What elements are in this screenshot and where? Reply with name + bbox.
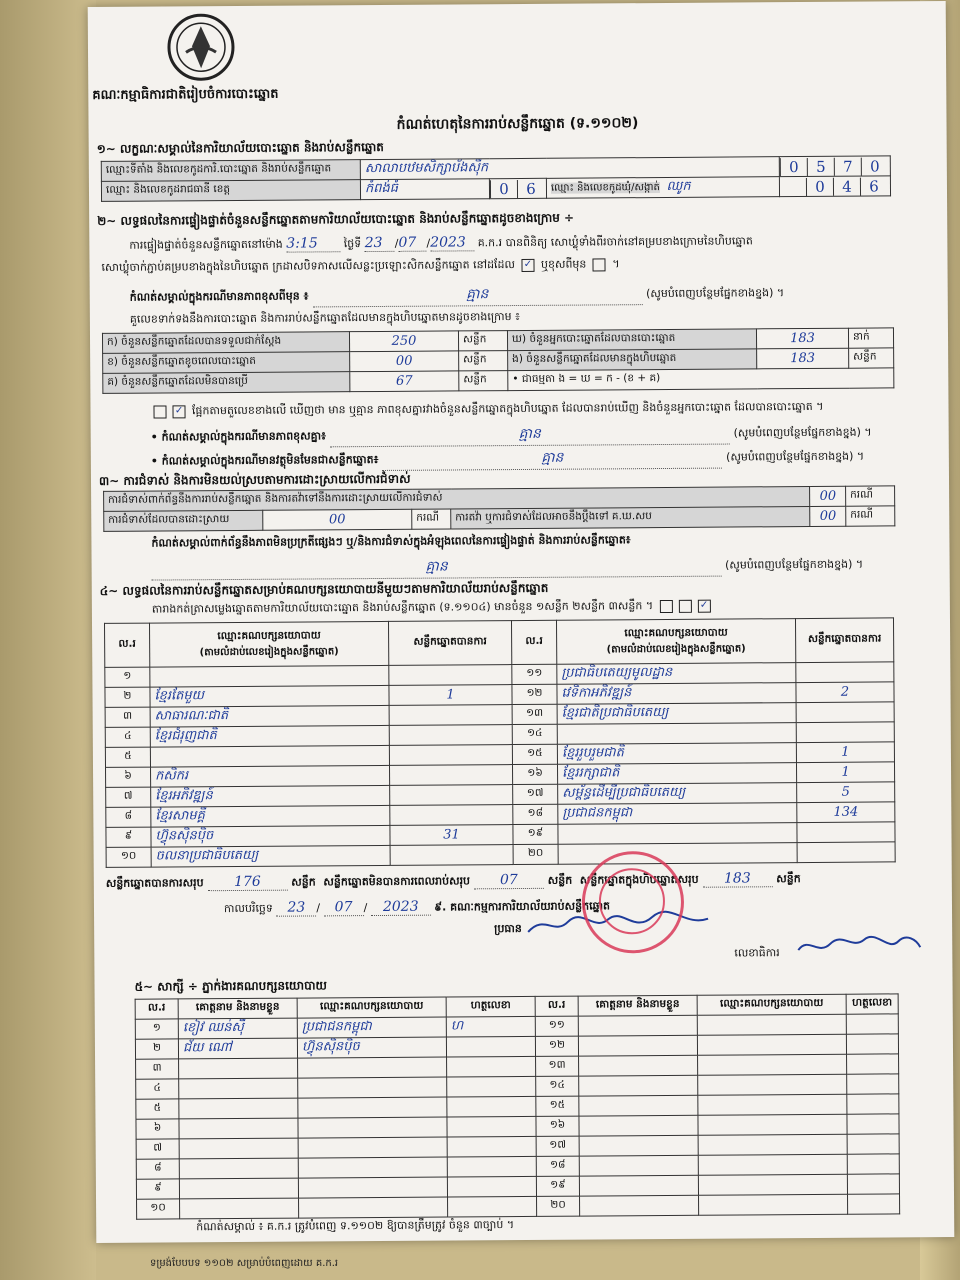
results-row-party bbox=[150, 665, 389, 687]
appeal-unit: ករណី bbox=[846, 506, 895, 526]
results-row-party: សម្ព័ន្ធដើម្បីប្រជាធិបតេយ្យ bbox=[558, 783, 797, 805]
voters-label: ឃ) ចំនួនអ្នកបោះឆ្នោតដែលបានបោះឆ្នោត bbox=[507, 329, 756, 351]
changed-label: ឬខុសពីមុន bbox=[540, 257, 587, 271]
date-day: 23 bbox=[276, 899, 316, 916]
witness-row-name: ជ័យ ណៅ bbox=[178, 1038, 297, 1059]
results-row-no: ៧ bbox=[106, 787, 151, 807]
witness-col-party: ឈ្មោះគណបក្សនយោបាយ bbox=[697, 994, 846, 1015]
section1-heading: ១~ លក្ខណៈសម្គាល់នៃការិយាល័យបោះឆ្នោត និងរាប់សន្លឹកឆ្នោត bbox=[96, 139, 384, 156]
results-row-no: ១៨ bbox=[513, 804, 558, 824]
two-sheet-checkbox[interactable] bbox=[679, 599, 692, 612]
witness-row-no: ១៨ bbox=[536, 1156, 579, 1176]
station-code-digit: 0 bbox=[861, 157, 888, 175]
witness-row-sign bbox=[847, 1074, 899, 1094]
org-name: គណៈកម្មាធិការជាតិរៀបចំការបោះឆ្នោត bbox=[92, 86, 279, 103]
witness-row-no: ១៧ bbox=[536, 1136, 579, 1156]
witness-row-sign bbox=[847, 1054, 899, 1074]
seal-note-label: កំណត់សម្គាល់ក្នុងករណីមានភាពខុសពីមុន ៖ bbox=[129, 289, 309, 304]
results-row-votes bbox=[796, 702, 894, 723]
commune-code-digit: 6 bbox=[860, 177, 887, 195]
tally-sheet-text: តារាងកត់ត្រាសម្លេងឆ្នោតតាមការិយាល័យបោះឆ្នោត និងរាប់សន្លឹកឆ្នោត (ទ.១១០៤) មានចំនួន ១សន្លឹក ២សន្លឹក ៣សន្លឹក ។ bbox=[151, 599, 654, 616]
witness-row-no: ១ bbox=[135, 1019, 178, 1039]
section3-heading: ៣~ ការជំទាស់ និងការមិនយល់ស្របតាមការដោះស្រាយលើការជំទាស់ bbox=[98, 471, 411, 488]
total-invalid-label: សន្លឹកឆ្នោតមិនបានការពេលរាប់សរុប bbox=[323, 874, 471, 889]
witness-row-party bbox=[698, 1174, 847, 1195]
seal-line: សោឃ្លុំចាក់ភ្ជាប់គម្របខាងក្នុងនៃហិបឆ្នោត ក្រដាសបិទភាសលើសន្លះប្រឡោះសិកសន្លឹកឆ្នោត នៅដដែល ✓ ឬខុសពីមុន ។ bbox=[101, 257, 620, 274]
seal-note-hint: (សូមបំពេញបន្ថែមផ្នែកខាងខ្នង) ។ bbox=[646, 286, 785, 301]
results-row-no: ១ bbox=[105, 667, 150, 687]
results-row-party: ខ្មែរជំរុញជាតិ bbox=[150, 725, 389, 747]
secretary-signature bbox=[794, 929, 924, 960]
witness-row-sign bbox=[447, 1116, 536, 1137]
witness-row-sign bbox=[848, 1194, 900, 1214]
witness-row-party: ប្រជាជនកម្ពុជា bbox=[297, 1017, 446, 1038]
witness-row-sign bbox=[847, 1154, 899, 1174]
total-box-value: 183 bbox=[702, 870, 772, 887]
witness-row-no: ៧ bbox=[136, 1139, 179, 1159]
results-row-votes bbox=[390, 785, 513, 806]
form-paper bbox=[88, 1, 955, 1243]
appeal-label: ការតវ៉ា ឬការជំទាស់ដែលអាចនឹងប្តឹងទៅ គ.ឃ.សប bbox=[451, 506, 811, 529]
witness-row-name bbox=[579, 1095, 698, 1116]
station-name: សាលាបឋមសិក្សាប័ងស៊ីក bbox=[360, 157, 779, 180]
witness-col-sign: ហត្ថលេខា bbox=[446, 996, 535, 1017]
section5-heading: ៥~ សាក្សី ÷ ភ្នាក់ងារគណបក្សនយោបាយ bbox=[134, 978, 328, 994]
results-row-votes: 5 bbox=[797, 782, 895, 803]
resolved-value: 00 bbox=[263, 509, 412, 530]
witness-row-name bbox=[180, 1198, 299, 1219]
witness-row-party bbox=[698, 1114, 847, 1135]
witness-row-no: ៣ bbox=[136, 1059, 179, 1079]
verification-day: 23 bbox=[365, 235, 395, 252]
results-col-votes: សន្លឹកឆ្នោតបានការ bbox=[795, 618, 893, 663]
one-sheet-checkbox[interactable] bbox=[660, 599, 673, 612]
commune-cell bbox=[546, 177, 779, 199]
difference-note-line bbox=[151, 422, 872, 449]
witness-row-name bbox=[580, 1195, 699, 1216]
results-row-party bbox=[150, 745, 389, 767]
results-row-party: ខ្មែរតែមួយ bbox=[150, 685, 389, 707]
results-row-no: ៨ bbox=[106, 807, 151, 827]
witness-row-party: ហ៊្វុនស៊ិនប៉ិច bbox=[297, 1037, 446, 1058]
tally-sheet-line bbox=[152, 599, 714, 619]
total-invalid-unit: សន្លឹក bbox=[547, 873, 573, 887]
footnote: កំណត់សម្គាល់ ៖ គ.ក.រ ត្រូវបំពេញ ទ.១១០២ ឱ្យបានត្រឹមត្រូវ ចំនួន ៣ច្បាប់ ។ bbox=[196, 1218, 515, 1234]
verification-year: 2023 bbox=[430, 234, 474, 251]
witness-row-sign bbox=[447, 1136, 536, 1157]
complaints-label: ការជំទាស់ពាក់ព័ន្ធនឹងការរាប់សន្លឹកឆ្នោត និងការតវ៉ាទៅនឹងការដោះស្រាយលើការជំទាស់ bbox=[104, 486, 811, 511]
witness-row-party bbox=[697, 1034, 846, 1055]
results-col-no: ល.រ bbox=[511, 620, 556, 664]
results-row-votes: 31 bbox=[390, 825, 513, 846]
figures-table bbox=[102, 327, 894, 394]
witness-row-no: ៩ bbox=[136, 1179, 179, 1199]
appeal-value: 00 bbox=[810, 506, 846, 526]
section2-heading: ២~ លទ្ធផលនៃការផ្ទៀងផ្ទាត់ចំនួនសន្លឹកឆ្នោតតាមការិយាល័យបោះឆ្នោត និងរាប់សន្លឹកឆ្នោតដូចខាងក្រោម ÷ bbox=[97, 210, 575, 228]
spoiled-label: ខ) ចំនួនសន្លឹកឆ្នោតខូចពេលបោះឆ្នោត bbox=[103, 352, 350, 374]
irregularity-note-hint: (សូមបំពេញបន្ថែមផ្នែកខាងខ្នង) ។ bbox=[725, 557, 864, 572]
document-title: កំណត់ហេតុនៃការរាប់សន្លឹកឆ្នោត (ទ.១១០២) bbox=[396, 115, 639, 133]
date-month: 07 bbox=[324, 899, 364, 916]
in-box-value: 183 bbox=[757, 348, 849, 369]
witness-row-sign bbox=[846, 1014, 898, 1034]
date-year: 2023 bbox=[371, 899, 431, 916]
results-col-party-title: ឈ្មោះគណបក្សនយោបាយ bbox=[624, 626, 728, 639]
results-col-party bbox=[149, 621, 388, 667]
complaints-value: 00 bbox=[810, 486, 846, 506]
witness-row-sign bbox=[447, 1176, 536, 1197]
three-sheet-checkbox[interactable]: ✓ bbox=[698, 599, 711, 612]
official-stamp-inner bbox=[599, 868, 665, 934]
date-line: កាលបរិច្ឆេទ 23 / 07 / 2023 ៩. គណៈកម្មការការិយាល័យរាប់សន្លឹកឆ្នោត bbox=[223, 898, 611, 916]
results-row-no: ៩ bbox=[106, 827, 151, 847]
results-col-votes: សន្លឹកឆ្នោតបានការ bbox=[388, 621, 511, 666]
figures-row bbox=[103, 368, 894, 394]
results-row-no: ៥ bbox=[105, 747, 150, 767]
unused-unit: សន្លឹក bbox=[459, 371, 508, 391]
results-row bbox=[106, 842, 895, 868]
results-row-party: ហ៊្វុនស៊ិនប៉ិច bbox=[151, 825, 390, 847]
results-row-party: សាធារណៈជាតិ bbox=[150, 705, 389, 727]
witness-row-name bbox=[579, 1155, 698, 1176]
witness-row-no: ១៦ bbox=[536, 1116, 579, 1136]
results-row-party: ខ្មែរជាតិប្រជាធិបតេយ្យ bbox=[557, 703, 796, 725]
witness-row-no: ១០ bbox=[137, 1199, 180, 1219]
witness-col-name: គោត្តនាម និងនាមខ្លួន bbox=[578, 995, 697, 1016]
witness-row-party bbox=[298, 1117, 447, 1138]
unchanged-checkbox[interactable]: ✓ bbox=[521, 258, 534, 271]
witness-col-party: ឈ្មោះគណបក្សនយោបាយ bbox=[297, 997, 446, 1018]
date-label: កាលបរិច្ឆេទ bbox=[223, 901, 273, 916]
received-unit: សន្លឹក bbox=[458, 331, 507, 351]
witness-row-name bbox=[179, 1158, 298, 1179]
witness-row-sign bbox=[446, 1036, 535, 1057]
voters-value: 183 bbox=[756, 328, 848, 349]
witness-row bbox=[137, 1194, 900, 1219]
results-row-party: ចលនាប្រជាធិបតេយ្យ bbox=[151, 845, 390, 867]
witness-row-party bbox=[697, 1014, 846, 1035]
chair-label: ប្រធាន bbox=[494, 922, 522, 936]
station-code-digit: 7 bbox=[834, 157, 861, 175]
results-col-party-title: ឈ្មោះគណបក្សនយោបាយ bbox=[217, 628, 321, 642]
results-row-party: វេទិកាអភិវឌ្ឍន៍ bbox=[557, 683, 796, 705]
witness-row-no: ១៩ bbox=[536, 1176, 579, 1196]
witness-row-sign bbox=[447, 1056, 536, 1077]
province-code-digit: 6 bbox=[517, 179, 544, 197]
irregularity-value-line bbox=[152, 554, 864, 581]
witness-row-name bbox=[179, 1118, 298, 1139]
results-row-no: ១៦ bbox=[512, 764, 557, 784]
difference-note-hint: (សូមបំពេញបន្ថែមផ្នែកខាងខ្នង) ។ bbox=[733, 425, 872, 440]
results-row-votes bbox=[390, 805, 513, 826]
witness-row-sign bbox=[847, 1174, 899, 1194]
witness-row-name bbox=[578, 1035, 697, 1056]
unused-value: 67 bbox=[350, 371, 459, 392]
witness-row-no: ៨ bbox=[136, 1159, 179, 1179]
verification-month: 07 bbox=[398, 235, 426, 252]
results-row-votes: 1 bbox=[796, 742, 894, 763]
witness-row-no: ១១ bbox=[535, 1016, 578, 1036]
committee-label: ៩. គណៈកម្មការការិយាល័យរាប់សន្លឹកឆ្នោត bbox=[434, 899, 611, 914]
results-row-party bbox=[558, 843, 797, 865]
commune-label: ឈ្មោះ និងលេខកូដឃុំ/សង្កាត់ bbox=[550, 182, 660, 194]
seal-note-line bbox=[130, 282, 785, 309]
commune-code-digit: 4 bbox=[833, 177, 860, 195]
witness-row-no: ១២ bbox=[535, 1036, 578, 1056]
resolved-label: ការជំទាស់ដែលបានដោះស្រាយ bbox=[104, 510, 263, 531]
results-row-votes bbox=[389, 705, 512, 726]
witness-row-party bbox=[698, 1134, 847, 1155]
unused-label: គ) ចំនួនសន្លឹកឆ្នោតដែលមិនបានប្រើ bbox=[103, 372, 350, 394]
witness-row-party bbox=[298, 1077, 447, 1098]
commune-code-digit: 0 bbox=[806, 177, 833, 195]
witness-row-sign bbox=[847, 1094, 899, 1114]
foreign-object-note-hint: (សូមបំពេញបន្ថែមផ្នែកខាងខ្នង) ។ bbox=[726, 449, 865, 464]
total-valid-value: 176 bbox=[207, 874, 287, 892]
witness-row-sign bbox=[846, 1034, 898, 1054]
results-row-party: ខ្មែរសាមគ្គី bbox=[151, 805, 390, 827]
witness-row-no: ២០ bbox=[537, 1196, 580, 1216]
seal-note-value: គ្មាន bbox=[312, 283, 642, 307]
witness-row-sign bbox=[847, 1114, 899, 1134]
results-row-no: ១៣ bbox=[512, 704, 557, 724]
witness-row-party bbox=[299, 1197, 448, 1218]
results-col-party-sub: (តាមលំដាប់លេខរៀងក្នុងសន្លឹកឆ្នោត) bbox=[606, 642, 746, 655]
results-table bbox=[104, 617, 896, 868]
witness-col-no: ល.រ bbox=[135, 999, 178, 1019]
total-invalid-value: 07 bbox=[474, 872, 544, 889]
station-label: ឈ្មោះទីតាំង និងលេខកូដការិ.បោះឆ្នោត និងរាប់សន្លឹកឆ្នោត bbox=[101, 160, 360, 182]
results-row-votes: 2 bbox=[796, 682, 894, 703]
results-row-votes bbox=[389, 725, 512, 746]
seal-text: សោឃ្លុំចាក់ភ្ជាប់គម្របខាងក្នុងនៃហិបឆ្នោត ក្រដាសបិទភាសលើសន្លះប្រឡោះសិកសន្លឹកឆ្នោត នៅដដែល bbox=[101, 258, 516, 274]
witness-row-sign: ហ bbox=[446, 1016, 535, 1037]
witness-row-no: ៥ bbox=[136, 1099, 179, 1119]
voters-unit: នាក់ bbox=[848, 328, 893, 348]
official-stamp bbox=[582, 851, 685, 954]
witness-row-name bbox=[179, 1178, 298, 1199]
witness-row-party bbox=[298, 1157, 447, 1178]
results-row-no: ១៩ bbox=[513, 824, 558, 844]
witness-row-party bbox=[298, 1057, 447, 1078]
witness-row-name bbox=[179, 1058, 298, 1079]
results-row-party: ប្រជាធិបតេយ្យមូលដ្ឋាន bbox=[557, 663, 796, 685]
witness-row-no: ១៥ bbox=[536, 1096, 579, 1116]
received-label: ក) ចំនួនសន្លឹកឆ្នោតដែលបានទទួលជាក់ស្តែង bbox=[102, 332, 349, 354]
results-row-no: ២០ bbox=[513, 844, 558, 864]
results-row-no: ៤ bbox=[105, 727, 150, 747]
results-row-no: ១២ bbox=[512, 684, 557, 704]
witness-table bbox=[135, 993, 901, 1219]
witness-row-party bbox=[298, 1137, 447, 1158]
secretary-label: លេខាធិការ bbox=[734, 946, 780, 960]
results-row-no: ២ bbox=[105, 687, 150, 707]
spoiled-unit: សន្លឹក bbox=[459, 351, 508, 371]
witness-row-name bbox=[579, 1135, 698, 1156]
results-row-no: ៣ bbox=[105, 707, 150, 727]
witness-row-party bbox=[298, 1097, 447, 1118]
results-row-votes bbox=[389, 665, 512, 686]
resolved-unit: ករណី bbox=[412, 509, 451, 529]
witness-row-name bbox=[179, 1098, 298, 1119]
witness-row-no: ១៤ bbox=[536, 1076, 579, 1096]
witness-row-no: ៦ bbox=[136, 1119, 179, 1139]
witness-row-name bbox=[179, 1078, 298, 1099]
foreign-object-note-line bbox=[151, 446, 864, 473]
irregularity-note-value: គ្មាន bbox=[152, 555, 722, 581]
total-box-unit: សន្លឹក bbox=[776, 872, 801, 886]
witness-row-party bbox=[698, 1074, 847, 1095]
witness-row-sign bbox=[447, 1096, 536, 1117]
changed-checkbox[interactable] bbox=[593, 258, 606, 271]
totals-line bbox=[106, 870, 801, 893]
witness-row-name bbox=[179, 1138, 298, 1159]
witness-row-name bbox=[579, 1175, 698, 1196]
results-row-votes bbox=[389, 765, 512, 786]
results-row-no: ១៥ bbox=[512, 744, 557, 764]
nec-emblem-icon bbox=[166, 12, 236, 82]
witness-row-party bbox=[699, 1194, 848, 1215]
foreign-object-note-value: គ្មាន bbox=[382, 447, 722, 471]
verification-time: 3:15 bbox=[286, 235, 340, 252]
results-row-votes bbox=[389, 745, 512, 766]
in-box-label: ង) ចំនួនសន្លឹកឆ្នោតដែលមានក្នុងហិបឆ្នោត bbox=[508, 349, 757, 371]
results-row-votes bbox=[390, 845, 513, 866]
witness-row-sign bbox=[447, 1076, 536, 1097]
complaints-unit: ករណី bbox=[846, 486, 895, 506]
witness-row-sign bbox=[447, 1156, 536, 1177]
province-name: កំពង់ធំ bbox=[360, 179, 489, 200]
results-row-party bbox=[558, 823, 797, 845]
verification-text-c: គ.ក.រ បានពិនិត្យ សោឃ្លុំទាំងពីរចាក់នៅគម្របខាងក្រោមនៃហិបឆ្នោត bbox=[477, 234, 753, 250]
witness-row-party bbox=[698, 1154, 847, 1175]
results-row-party: ខ្មែររក្សាជាតិ bbox=[557, 763, 796, 785]
witness-col-name: គោត្តនាម និងនាមខ្លួន bbox=[178, 998, 297, 1019]
results-row-no: ៦ bbox=[106, 767, 151, 787]
results-col-no: ល.រ bbox=[104, 623, 149, 667]
province-code-digit: 0 bbox=[490, 180, 517, 198]
station-code bbox=[779, 156, 890, 177]
difference-note-label: • កំណត់សម្គាល់ក្នុងករណីមានភាពខុសគ្នា៖ bbox=[150, 429, 326, 444]
province-label: ឈ្មោះ និងលេខកូដរាជធានី ខេត្ត bbox=[101, 180, 360, 202]
verification-text-b: ថ្ងៃទី bbox=[343, 237, 362, 251]
received-value: 250 bbox=[349, 331, 458, 352]
witness-row-name bbox=[578, 1015, 697, 1036]
section4-heading: ៤~ លទ្ធផលនៃការរាប់សន្លឹកឆ្នោតសម្រាប់គណបក្សនយោបាយនីមួយៗតាមការិយាល័យរាប់សន្លឹកឆ្នោត bbox=[99, 580, 549, 598]
results-row-party: កសិករ bbox=[151, 765, 390, 787]
figures-intro: គួលេខទាក់ទងនឹងការបោះឆ្នោត និងការរាប់សន្លឹកឆ្នោតដែលមានក្នុងហិបឆ្នោតមានដូចខាងក្រោម ៖ bbox=[129, 310, 520, 326]
match-line bbox=[150, 400, 823, 421]
witness-row-name bbox=[579, 1055, 698, 1076]
results-row-votes: 134 bbox=[797, 802, 895, 823]
witness-row-no: ២ bbox=[135, 1039, 178, 1059]
results-row-votes bbox=[796, 722, 894, 743]
has-difference-checkbox[interactable] bbox=[153, 405, 166, 418]
difference-note-value: គ្មាន bbox=[330, 423, 730, 448]
foreign-object-note-label: • កំណត់សម្គាល់ក្នុងករណីមានវត្ថុមិនមែនជាសន្លឹកឆ្នោត៖ bbox=[150, 452, 379, 468]
witness-row-name bbox=[579, 1075, 698, 1096]
station-code-digit: 5 bbox=[807, 157, 834, 175]
complaints-table bbox=[103, 485, 895, 532]
total-valid-unit: សន្លឹក bbox=[291, 875, 316, 889]
results-row-votes: 1 bbox=[796, 762, 894, 783]
total-box-label: សន្លឹកឆ្នោតក្នុងហិបឆ្នោតសរុប bbox=[579, 872, 699, 887]
match-text: ផ្អែកតាមតួលេខខាងលើ ឃើញថា មាន ឬគ្មាន ភាពខុសគ្នារវាងចំនួនសន្លឹកឆ្នោតក្នុងហិបឆ្នោត ដែលបានរាប់ឃើញ និងចំនួនអ្នកបោះឆ្នោត ដែលបានបោះឆ្នោត ។ bbox=[191, 399, 824, 418]
results-row-party bbox=[557, 723, 796, 745]
witness-row-no: ១៣ bbox=[536, 1056, 579, 1076]
results-row-no: ១១ bbox=[512, 664, 557, 684]
verification-line: ការផ្ទៀងផ្ទាត់ចំនួនសន្លឹកឆ្នោតនៅម៉ោង 3:15 ថ្ងៃទី 23 /07 /2023 គ.ក.រ បានពិនិត្យ សោឃ្លុំទាំងពីរចាក់នៅគម្របខាងក្រោមនៃហិបឆ្នោត bbox=[129, 234, 753, 252]
witness-row-sign bbox=[847, 1134, 899, 1154]
witness-row-party bbox=[698, 1094, 847, 1115]
results-row-votes bbox=[797, 822, 895, 843]
commune-name: ឈូក bbox=[666, 178, 691, 194]
wall-left bbox=[0, 0, 96, 1280]
irregularity-note-label: កំណត់សម្គាល់ពាក់ព័ន្ធនឹងភាពមិនប្រក្រតីផ្សេងៗ ឬ/និងការជំទាស់ក្នុងអំឡុងពេលនៃការផ្ទៀងផ្ទាត់ និងការរាប់សន្លឹកឆ្នោត៖ bbox=[151, 533, 631, 550]
witness-row-party bbox=[298, 1177, 447, 1198]
results-row-votes bbox=[797, 842, 895, 863]
results-col-party-sub: (តាមលំដាប់លេខរៀងក្នុងសន្លឹកឆ្នោត) bbox=[199, 645, 339, 658]
verification-text-a: ការផ្ទៀងផ្ទាត់ចំនួនសន្លឹកឆ្នោតនៅម៉ោង bbox=[129, 237, 283, 252]
no-difference-checkbox[interactable]: ✓ bbox=[172, 405, 185, 418]
results-row-votes: 1 bbox=[389, 685, 512, 706]
commune-code bbox=[779, 176, 890, 197]
witness-row-party bbox=[698, 1054, 847, 1075]
results-row-no: ១៧ bbox=[513, 784, 558, 804]
results-row-votes bbox=[796, 662, 894, 683]
in-box-unit: សន្លឹក bbox=[849, 348, 894, 368]
formula: • ជាធម្មតា ង = ឃ = ក - (ខ + គ) bbox=[508, 368, 894, 391]
results-row-no: ១០ bbox=[106, 847, 151, 867]
witness-row-name: ខៀវ ឈន់ស៊ី bbox=[178, 1018, 297, 1039]
irregularity-note-line bbox=[151, 533, 630, 552]
witness-row-no: ៤ bbox=[136, 1079, 179, 1099]
form-note: ទម្រង់បែបបទ ១១០២ សម្រាប់បំពេញដោយ គ.ក.រ bbox=[150, 1258, 339, 1269]
spoiled-value: 00 bbox=[350, 351, 459, 372]
results-col-party bbox=[556, 619, 795, 665]
results-row-no: ១៤ bbox=[512, 724, 557, 744]
results-row-party: ខ្មែរអភិវឌ្ឍន៍ bbox=[151, 785, 390, 807]
total-valid-label: សន្លឹកឆ្នោតបានការសរុប bbox=[105, 876, 204, 890]
section1-table bbox=[101, 155, 891, 202]
results-row-party: ប្រជាជនកម្ពុជា bbox=[558, 803, 797, 825]
witness-col-no: ល.រ bbox=[535, 996, 578, 1016]
province-code bbox=[489, 178, 546, 198]
witness-row-name bbox=[579, 1115, 698, 1136]
witness-row-sign bbox=[448, 1196, 537, 1217]
results-row-party: ខ្មែររួបរួមជាតិ bbox=[557, 743, 796, 765]
witness-col-sign: ហត្ថលេខា bbox=[846, 994, 898, 1014]
station-code-digit: 0 bbox=[780, 157, 807, 175]
